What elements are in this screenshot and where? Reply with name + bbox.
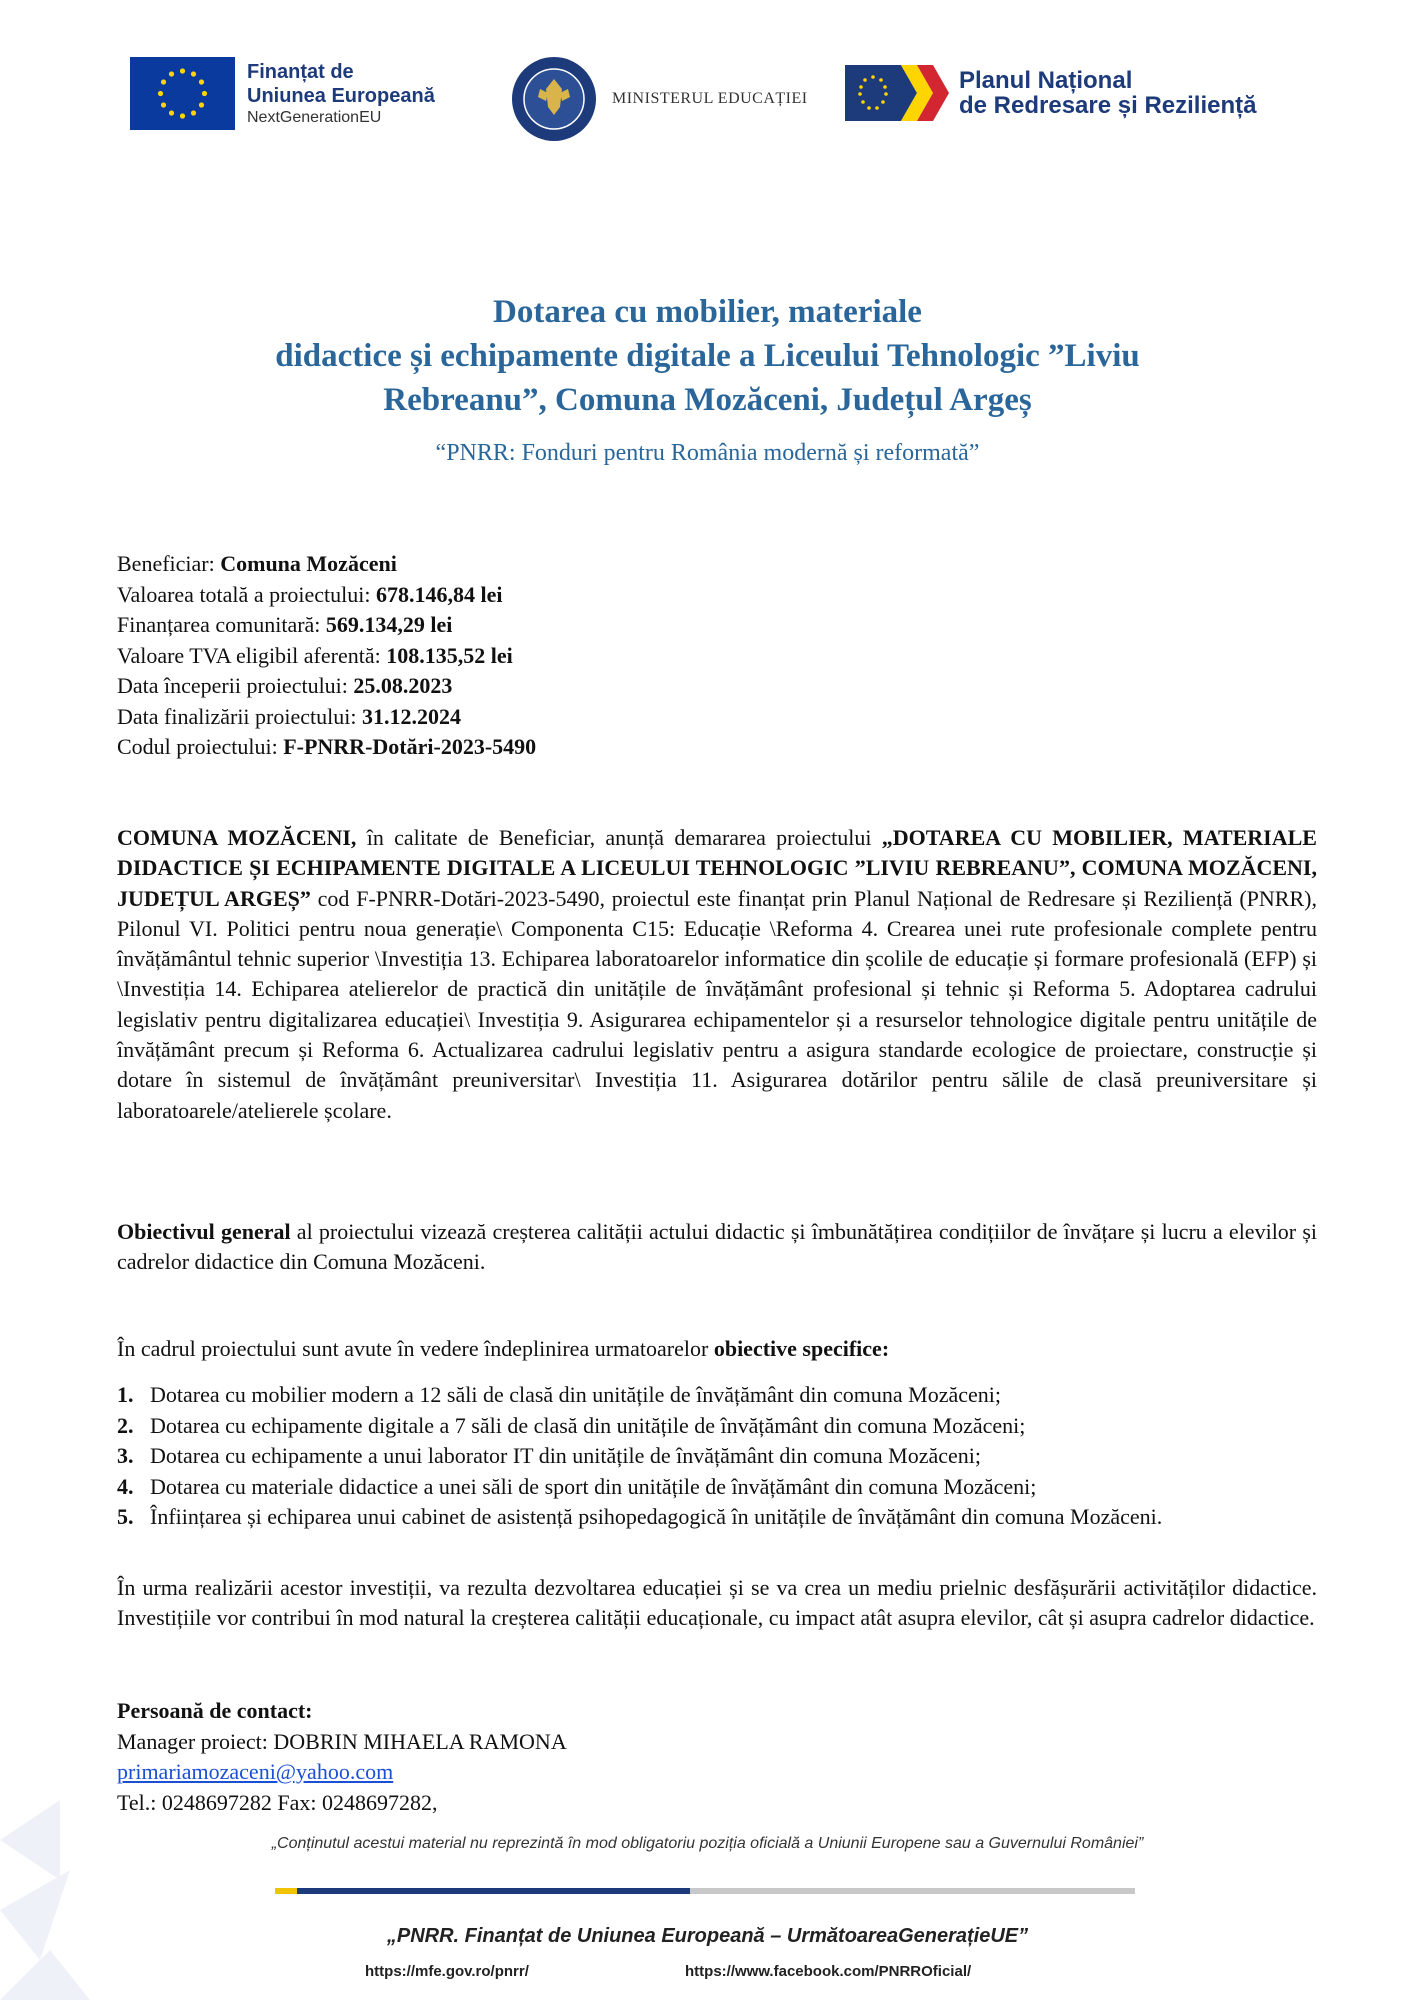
header-logos bbox=[130, 55, 1290, 145]
contact-heading: Persoană de contact: bbox=[117, 1698, 313, 1723]
list-item: 5. Înființarea și echiparea unui cabinet de asistență psihopedagogică în unitățile de învățământ din comuna Mozăceni. bbox=[117, 1504, 1163, 1529]
footer-divider-bar bbox=[275, 1888, 1135, 1894]
info-start-date: Data începerii proiectului: 25.08.2023 bbox=[117, 673, 453, 698]
government-seal-icon bbox=[510, 55, 598, 143]
specific-objectives-list bbox=[117, 1380, 1217, 1533]
general-objective-paragraph: Obiectivul general al proiectului vizează creșterea calității actului didactic și îmbunătățirea condițiilor de învățare și lucru a elevilor și cadrelor didactice din Comuna Mozăceni. bbox=[117, 1219, 1317, 1275]
pnrr-text-line2: de Redresare și Reziliență bbox=[959, 92, 1257, 119]
list-item: 3. Dotarea cu echipamente a unui laborator IT din unitățile de învățământ din comuna Mozăceni; bbox=[117, 1443, 982, 1468]
info-project-code: Codul proiectului: F-PNRR-Dotări-2023-5490 bbox=[117, 734, 537, 759]
eu-text-line3: NextGenerationEU bbox=[247, 108, 382, 126]
document-subtitle: “PNRR: Fonduri pentru România modernă și reformată” bbox=[435, 440, 980, 466]
info-total-value: Valoarea totală a proiectului: 678.146,84 lei bbox=[117, 581, 503, 607]
info-end-date: Data finalizării proiectului: 31.12.2024 bbox=[117, 703, 461, 729]
footer-link-mfe[interactable]: https://mfe.gov.ro/pnrr/ bbox=[365, 1963, 529, 1980]
eu-flag-icon bbox=[130, 57, 235, 130]
pnrr-text-line1: Planul Național bbox=[959, 66, 1133, 94]
title-line1: Dotarea cu mobilier, materiale bbox=[493, 294, 922, 330]
eu-text-line2: Uniunea Europeană bbox=[247, 84, 435, 107]
pnrr-logo bbox=[845, 63, 1256, 123]
project-info bbox=[117, 549, 536, 763]
contact-phone: Tel.: 0248697282 Fax: 0248697282, bbox=[117, 1789, 438, 1815]
pnrr-arrow-icon bbox=[845, 63, 953, 123]
list-item: 4. Dotarea cu materiale didactice a unei săli de sport din unitățile de învățământ din comuna Mozăceni; bbox=[117, 1473, 1037, 1499]
info-vat: Valoare TVA eligibil aferentă: 108.135,52 lei bbox=[117, 642, 513, 668]
list-item: 2. Dotarea cu echipamente digitale a 7 săli de clasă din unitățile de învățământ din comuna Mozăceni; bbox=[117, 1412, 1026, 1438]
eu-text-line1: Finanțat de bbox=[247, 60, 354, 83]
info-beneficiary: Beneficiar: Comuna Mozăceni bbox=[117, 551, 397, 576]
footer-slogan: „PNRR. Finanțat de Uniunea Europeană – UrmătoareaGenerațieUE” bbox=[386, 1925, 1029, 1947]
document-title bbox=[150, 290, 1265, 422]
contact-manager: Manager proiect: DOBRIN MIHAELA RAMONA bbox=[117, 1728, 567, 1754]
footer-link-facebook[interactable]: https://www.facebook.com/PNRROficial/ bbox=[685, 1963, 972, 1980]
title-line3: Rebreanu”, Comuna Mozăceni, Județul Argeș bbox=[383, 382, 1032, 418]
list-item: 1. Dotarea cu mobilier modern a 12 săli de clasă din unitățile de învățământ din comuna Mozăceni; bbox=[117, 1382, 1001, 1407]
footer-disclaimer: „Conținutul acestui material nu reprezintă în mod obligatoriu poziția oficială a Uniunii Europene sau a Guvernului României” bbox=[271, 1835, 1144, 1852]
specific-objectives-intro: În cadrul proiectului sunt avute în vedere îndeplinirea urmatoarelor obiective specifice: bbox=[117, 1336, 890, 1361]
eu-logo bbox=[130, 57, 435, 130]
government-logo bbox=[510, 55, 808, 143]
info-community-funding: Finanțarea comunitară: 569.134,29 lei bbox=[117, 612, 453, 637]
announcement-paragraph: COMUNA MOZĂCENI, în calitate de Beneficiar, anunță demararea proiectului „DOTAREA CU MOBILIER, MATERIALE DIDACTICE ȘI ECHIPAMENTE DIGITALE A LICEULUI TEHNOLOGIC ”LIVIU REBREANU”, COMUNA MOZĂCENI, JUDEȚUL ARGEȘ” cod F-PNRR-Dotări-2023-5490, proiectul este finanțat prin Planul Național de Redresare și Reziliență (PNRR), Pilonul VI. Politici pentru noua generație\ Componenta C15: Educație \Reforma 4. Crearea unei rute profesionale complete pentru învățământul tehnic superior \Investiția 13. Echiparea laboratoarelor informatice din școlile de educație și formare profesională (EFP) și \Investiția 14. Echiparea atelierelor de practică din unitățile de învățământ profesional și tehnic și Reforma 5. Adoptarea cadrului legislativ pentru digitalizarea educației\ Investiția 9. Asigurarea echipamentelor și a resurselor tehnologice digitale pentru unitățile de învățământ precum și Reforma 6. Actualizarea cadrului legislativ pentru a asigura standarde ecologice de proiectare, construcție și dotare în sistemul de învățământ preuniversitar\ Investiția 11. Asigurarea dotărilor pentru sălile de clasă preuniversitare și laboratoarele/atelierele școlare. bbox=[117, 825, 1317, 1123]
title-line2: didactice și echipamente digitale a Liceului Tehnologic ”Liviu bbox=[275, 338, 1140, 374]
ministry-name: MINISTERUL EDUCAȚIEI bbox=[612, 90, 808, 107]
results-paragraph: În urma realizării acestor investiții, va rezulta dezvoltarea educației și se va crea un mediu prielnic desfășurării activităților didactice. Investițiile vor contribui în mod natural la creșterea calității educaționale, cu impact atât asupra elevilor, cât și asupra cadrelor didactice. bbox=[117, 1575, 1317, 1631]
contact-section bbox=[117, 1696, 567, 1818]
watermark-shape-icon bbox=[0, 1800, 140, 2000]
contact-email-link[interactable]: primariamozaceni@yahoo.com bbox=[117, 1759, 394, 1784]
